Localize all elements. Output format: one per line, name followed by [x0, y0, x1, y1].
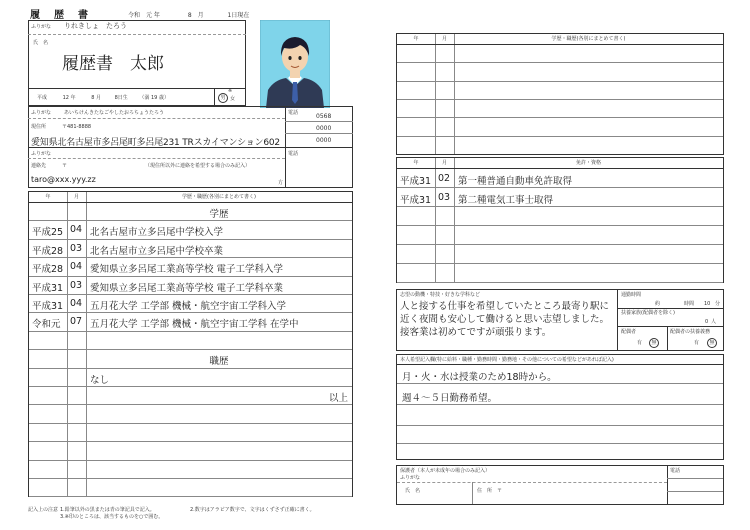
- history-row-text[interactable]: 愛知県立多呂尾工業高等学校 電子工学科入学: [90, 264, 284, 276]
- address-phone-1[interactable]: 0568: [316, 113, 332, 120]
- date-day: 1日現在: [227, 12, 250, 19]
- footer-note-label: 記入上の注意: [28, 507, 59, 513]
- spouse-yes[interactable]: 有: [637, 340, 643, 346]
- request-text-2[interactable]: 週４～５日勤務希望。: [402, 393, 498, 404]
- licenses-col-content: 免許・資格: [575, 160, 601, 166]
- request-line-3: [397, 425, 723, 426]
- guardian-name-label: 氏 名: [405, 488, 421, 494]
- guardian-box: [396, 465, 724, 505]
- spouse-duty-label: 配偶者の扶養義務: [670, 329, 711, 335]
- phone-divider-2: [285, 133, 353, 134]
- address-furigana[interactable]: あいちけんきたなごやしたおろちょうたろう: [64, 110, 165, 116]
- date-era: 令和: [128, 12, 141, 19]
- history-row-text[interactable]: 五月花大学 工学部 機械・航空宇宙工学科 在学中: [90, 319, 299, 331]
- request-header-divider: [397, 364, 723, 365]
- history-row-text[interactable]: 学歴: [209, 209, 229, 220]
- history2-header-divider: [397, 44, 723, 45]
- sex-mark: ※: [228, 88, 233, 94]
- commute-approx: 約: [655, 301, 661, 307]
- history-row-divider: [29, 496, 352, 497]
- history-row-text[interactable]: 北名古屋市立多呂尾中学校卒業: [90, 245, 224, 257]
- age-value: 19: [150, 95, 158, 101]
- history-row-month[interactable]: 04: [70, 224, 83, 236]
- license-row-month[interactable]: 03: [438, 192, 451, 203]
- guardian-phone-line-1: [667, 478, 723, 479]
- history-row-month[interactable]: 04: [70, 261, 83, 273]
- history2-row-divider: [397, 136, 723, 137]
- request-label: 本人希望記入欄(特に給料・職種・勤務時間・勤務地・その他についての希望などがあれば記入): [400, 357, 614, 363]
- history-row-divider: [29, 460, 352, 461]
- history-row-text[interactable]: 北名古屋市立多呂尾中学校入学: [90, 227, 224, 239]
- history-row-month[interactable]: 03: [70, 242, 83, 254]
- guardian-phone-label: 電話: [670, 468, 681, 474]
- history-row-divider: [29, 368, 352, 369]
- footer-note-1: 1.鉛筆以外の黒または青の筆記具で記入。: [60, 507, 155, 513]
- dependents-unit: 人: [711, 319, 717, 325]
- sex-male-circle[interactable]: 男: [218, 93, 228, 103]
- history-row-text[interactable]: 職歴: [209, 356, 229, 368]
- history2-row-divider: [397, 99, 723, 100]
- license-row-text[interactable]: 第二種電気工事士取得: [458, 195, 554, 206]
- history-col-content: 学歴・職歴(各別にまとめて書く): [182, 194, 256, 200]
- phone-divider-1: [285, 121, 353, 122]
- birth-day: 8日生: [114, 95, 128, 101]
- guardian-address-label: 住 所 〒: [477, 488, 503, 494]
- licenses-col-year: 年: [413, 160, 419, 166]
- address-phone-label: 電話: [288, 110, 299, 116]
- address-value[interactable]: 愛知県北名古屋市多呂尾町多呂尾231 TRスカイマンション602: [31, 138, 280, 148]
- contact-label: 連絡先: [31, 163, 47, 169]
- guardian-label: 保護者（本人が未成年の場合のみ記入）: [400, 468, 491, 474]
- document-title: 履 歴 書: [30, 10, 90, 21]
- address-furigana-label: ふりがな: [31, 110, 52, 116]
- license-row-month[interactable]: 02: [438, 173, 451, 184]
- guardian-name-divider: [472, 482, 473, 504]
- guardian-furigana-divider: [397, 482, 667, 483]
- history-row-month[interactable]: 07: [70, 316, 83, 328]
- address-postal[interactable]: 〒481-8888: [62, 124, 92, 130]
- age-open: （満: [139, 95, 150, 101]
- commute-hour-unit: 時間: [684, 301, 695, 307]
- sex-divider: [214, 88, 215, 106]
- name-furigana[interactable]: りれきしょ たろう: [64, 22, 127, 30]
- age-close: 歳）: [158, 95, 169, 101]
- contact-phone-label: 電話: [288, 151, 299, 157]
- license-row-divider: [397, 282, 723, 283]
- history-row-divider: [29, 331, 352, 332]
- address-contact-divider: [28, 147, 353, 148]
- licenses-header-divider: [397, 168, 723, 169]
- footer-note-3: 2.数字はアラビア数字で、文字はくずさず正確に書く。: [190, 507, 315, 513]
- history2-row-divider: [397, 62, 723, 63]
- history-col-divider-2: [86, 192, 87, 496]
- date-month: 8: [187, 12, 192, 19]
- request-line-2: [397, 404, 723, 405]
- history-col-divider-1: [67, 192, 68, 496]
- guardian-phone-line-2: [667, 491, 723, 492]
- commute-label: 通勤時間: [621, 292, 642, 298]
- address-label: 現住所: [31, 124, 47, 130]
- history-row-divider: [29, 276, 352, 277]
- date-year: 元: [145, 12, 152, 19]
- license-row-year[interactable]: 平成31: [400, 176, 432, 187]
- motivation-box: [396, 289, 724, 351]
- history-row-year[interactable]: 令和元: [32, 319, 61, 331]
- history-row-divider: [29, 312, 352, 313]
- history-row-divider: [29, 220, 352, 221]
- motivation-text[interactable]: 人と接する仕事を希望していたところ最寄り駅に近く夜間も安心して働けると思い志望しました。接客業は初めてですが頑張ります。: [400, 301, 610, 338]
- spouse-duty-no-circle[interactable]: 無: [707, 338, 717, 348]
- birth-era: 平成: [37, 95, 48, 101]
- history-table: [28, 191, 353, 497]
- history-row-text[interactable]: 以上: [328, 393, 348, 404]
- date-line: [128, 12, 249, 19]
- furigana-divider: [28, 34, 246, 35]
- history-row-text[interactable]: なし: [90, 374, 110, 386]
- history-row-divider: [29, 441, 352, 442]
- license-row-divider: [397, 244, 723, 245]
- contact-furigana-label: ふりがな: [31, 151, 52, 157]
- history-row-month[interactable]: 04: [70, 298, 83, 309]
- history2-col-year: 年: [413, 36, 419, 42]
- contact-postal[interactable]: 〒: [62, 163, 68, 169]
- contact-note: （現住所以外に連絡を希望する場合のみ記入）: [145, 163, 251, 169]
- name-label: 氏 名: [33, 40, 49, 46]
- history-row-divider: [29, 239, 352, 240]
- dependents-count[interactable]: 0: [705, 319, 709, 325]
- contact-email-suffix: 方: [278, 180, 284, 186]
- footer-note-2: 3.※印のところは、該当するものを○で囲む。: [60, 514, 164, 520]
- history-row-year[interactable]: 平成25: [32, 227, 64, 239]
- history-row-divider: [29, 257, 352, 258]
- request-box: [396, 354, 724, 460]
- guardian-phone-divider: [667, 466, 668, 504]
- request-line-4: [397, 443, 723, 444]
- history-row-divider: [29, 404, 352, 405]
- sex-female[interactable]: 女: [230, 96, 236, 102]
- birth-year-unit: 年: [70, 95, 76, 101]
- dependents-divider: [617, 326, 723, 327]
- history-row-divider: [29, 294, 352, 295]
- history-row-year[interactable]: 平成28: [32, 264, 64, 276]
- license-row-divider: [397, 187, 723, 188]
- license-row-divider: [397, 263, 723, 264]
- birth-month: 8: [91, 95, 95, 101]
- commute-divider: [617, 308, 723, 309]
- spouse-duty-yes[interactable]: 有: [694, 340, 700, 346]
- licenses-col-month: 月: [441, 160, 447, 166]
- history-header-divider: [29, 202, 352, 203]
- date-year-unit: 年: [153, 12, 160, 19]
- name-furigana-label: ふりがな: [31, 24, 52, 30]
- guardian-furigana-label: ふりがな: [400, 475, 421, 481]
- address-phone-3[interactable]: 0000: [316, 137, 332, 144]
- history-col-month: 月: [73, 194, 79, 200]
- spouse-label: 配偶者: [621, 329, 637, 335]
- history-row-divider: [29, 349, 352, 350]
- history-col-year: 年: [45, 194, 51, 200]
- commute-minute-unit: 分: [715, 301, 721, 307]
- history-row-year[interactable]: 平成28: [32, 245, 64, 257]
- history2-col-month: 月: [441, 36, 447, 42]
- licenses-table: [396, 157, 724, 283]
- contact-furigana-divider: [28, 158, 285, 159]
- dependents-label: 扶養家族(配偶者を除く): [621, 310, 675, 316]
- history2-row-divider: [397, 81, 723, 82]
- spouse-no-circle[interactable]: 無: [649, 338, 659, 348]
- license-row-divider: [397, 206, 723, 207]
- history-row-year[interactable]: 平成31: [32, 282, 64, 294]
- spouse-divider: [667, 326, 668, 350]
- motivation-divider: [617, 290, 618, 350]
- address-furigana-divider: [28, 118, 285, 119]
- history-continued-table: [396, 33, 724, 155]
- date-month-unit: 月: [197, 12, 204, 19]
- commute-minutes[interactable]: 10: [704, 301, 711, 307]
- motivation-label: 志望の動機・特技・好きな学科など: [400, 292, 481, 298]
- birth-year: 12: [62, 95, 69, 101]
- license-row-divider: [397, 225, 723, 226]
- history2-col-content: 学歴・職歴(各別にまとめて書く): [551, 36, 626, 42]
- request-text-1[interactable]: 月・火・水は授業のため18時から。: [402, 372, 557, 383]
- license-row-year[interactable]: 平成31: [400, 195, 432, 206]
- history2-row-divider: [397, 117, 723, 118]
- history-row-month[interactable]: 03: [70, 279, 83, 291]
- history-row-divider: [29, 386, 352, 387]
- history-row-text[interactable]: 愛知県立多呂尾工業高等学校 電子工学科卒業: [90, 282, 284, 294]
- applicant-name[interactable]: 履歴書 太郎: [62, 54, 164, 74]
- birth-line: [37, 95, 169, 101]
- history-row-year[interactable]: 平成31: [32, 301, 64, 312]
- license-row-text[interactable]: 第一種普通自動車免許取得: [458, 176, 573, 187]
- history-row-divider: [29, 423, 352, 424]
- birth-month-unit: 月: [95, 95, 101, 101]
- contact-email[interactable]: taro@xxx.yyy.zz: [31, 175, 96, 184]
- address-phone-2[interactable]: 0000: [316, 125, 332, 132]
- request-line-1: [397, 383, 723, 384]
- history-row-text[interactable]: 五月花大学 工学部 機械・航空宇宙工学科入学: [90, 301, 287, 312]
- applicant-photo: [260, 20, 330, 108]
- history-row-divider: [29, 478, 352, 479]
